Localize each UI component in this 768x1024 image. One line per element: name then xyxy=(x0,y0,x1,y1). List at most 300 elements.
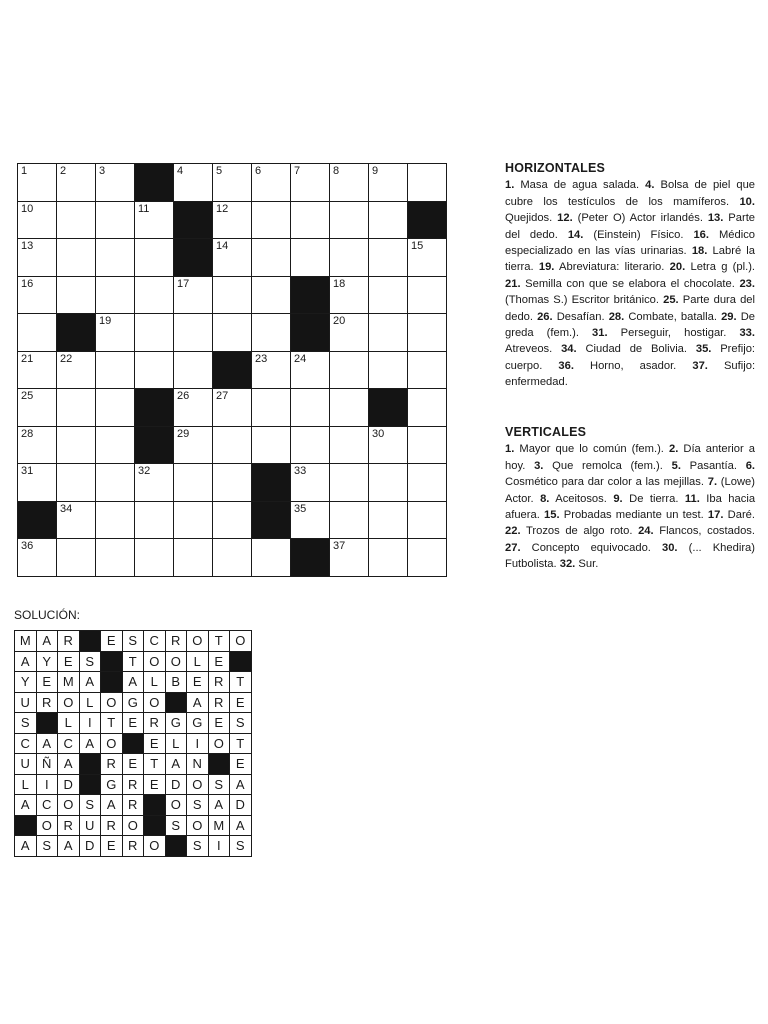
solution-cell: R xyxy=(101,815,123,836)
solution-cell: Y xyxy=(36,651,58,672)
solution-cell: T xyxy=(230,672,252,693)
clue-text: Parte del dedo. xyxy=(505,212,756,241)
clue-number: 30 xyxy=(372,427,385,440)
grid-cell[interactable] xyxy=(330,539,369,577)
clue-text: Aceitosos. xyxy=(555,492,607,505)
clue-number: 12 xyxy=(216,202,229,215)
grid-cell[interactable] xyxy=(96,276,135,314)
solution-cell: G xyxy=(187,713,209,734)
clue-text: Masa de agua salada. xyxy=(520,179,640,192)
grid-cell[interactable] xyxy=(330,201,369,239)
clue-number: 1 xyxy=(21,165,28,177)
clue-number: 16. xyxy=(693,228,709,241)
clue-number: 33 xyxy=(294,465,307,477)
horizontales-section xyxy=(505,160,755,391)
solution-cell: L xyxy=(165,733,187,754)
clue-text: Día anterior a hoy. xyxy=(505,443,756,472)
grid-cell[interactable] xyxy=(408,164,447,202)
solution-cell: L xyxy=(144,672,166,693)
clue-number: 24 xyxy=(294,352,307,365)
black-cell xyxy=(174,201,213,239)
grid-cell[interactable] xyxy=(18,164,57,202)
solution-cell: T xyxy=(122,651,144,672)
grid-cell[interactable] xyxy=(408,539,447,577)
solution-cell: T xyxy=(230,733,252,754)
grid-cell[interactable] xyxy=(213,426,252,464)
clue-text: Labré la tierra. xyxy=(505,245,756,274)
solution-cell: R xyxy=(58,631,80,652)
clue-text: Atreveos. xyxy=(505,343,553,356)
solution-cell: A xyxy=(36,631,58,652)
grid-cell[interactable] xyxy=(408,389,447,427)
solution-cell: R xyxy=(144,713,166,734)
grid-cell[interactable] xyxy=(18,539,57,577)
clue-number: 26. xyxy=(537,310,553,323)
clue-text: Prefijo: cuerpo. xyxy=(505,343,756,372)
clue-number: 28. xyxy=(608,310,625,323)
grid-cell[interactable] xyxy=(408,276,447,314)
clue-number: 24. xyxy=(638,525,654,538)
clue-number: 37 xyxy=(333,540,346,552)
solution-cell: T xyxy=(144,754,166,775)
clue-text: Perseguir, hostigar. xyxy=(620,327,727,340)
grid-cell[interactable] xyxy=(252,389,291,427)
solution-black-cell xyxy=(208,754,230,775)
clue-text: Sufijo: enfermedad. xyxy=(505,359,756,389)
solution-cell: S xyxy=(187,836,209,857)
solution-cell: A xyxy=(15,651,37,672)
black-cell xyxy=(213,351,252,389)
clue-text: Mayor que lo común (fem.). xyxy=(519,443,664,456)
clue-text: Horno, asador. xyxy=(589,359,677,372)
grid-cell[interactable] xyxy=(174,501,213,539)
grid-cell[interactable] xyxy=(213,164,252,202)
grid-cell[interactable] xyxy=(291,164,330,202)
solution-cell: R xyxy=(101,754,123,775)
solution-black-cell xyxy=(165,692,187,713)
solution-cell: M xyxy=(208,815,230,836)
solution-cell: S xyxy=(187,795,209,816)
solution-cell: T xyxy=(208,631,230,652)
solution-cell: E xyxy=(208,713,230,734)
horizontales-heading: HORIZONTALES xyxy=(505,161,606,175)
grid-cell[interactable] xyxy=(252,351,291,389)
solution-cell: N xyxy=(187,754,209,775)
clue-number: 31 xyxy=(21,465,34,477)
solution-cell: I xyxy=(187,733,209,754)
solution-cell: U xyxy=(15,692,37,713)
grid-cell[interactable] xyxy=(174,351,213,389)
clue-text: Quejidos. xyxy=(505,212,553,225)
grid-cell[interactable] xyxy=(330,501,369,539)
grid-cell[interactable] xyxy=(330,464,369,502)
grid-cell[interactable] xyxy=(408,501,447,539)
solution-cell: I xyxy=(79,713,101,734)
grid-cell[interactable] xyxy=(213,539,252,577)
clue-number: 9. xyxy=(613,492,623,505)
grid-cell[interactable] xyxy=(174,464,213,502)
solution-cell: D xyxy=(79,836,101,857)
solution-black-cell xyxy=(144,815,166,836)
grid-cell[interactable] xyxy=(369,314,408,352)
solution-cell: S xyxy=(36,836,58,857)
grid-cell[interactable] xyxy=(174,389,213,427)
clue-text: Probadas mediante un test. xyxy=(563,509,704,522)
solution-grid xyxy=(14,630,252,857)
grid-cell[interactable] xyxy=(330,276,369,314)
solution-cell: E xyxy=(122,754,144,775)
clue-number: 23 xyxy=(255,352,268,365)
solution-cell: O xyxy=(101,733,123,754)
grid-cell[interactable] xyxy=(369,501,408,539)
solution-cell: I xyxy=(208,836,230,857)
solution-cell: A xyxy=(15,836,37,857)
grid-cell[interactable] xyxy=(96,501,135,539)
grid-cell[interactable] xyxy=(18,276,57,314)
clue-number: 15 xyxy=(411,240,424,252)
grid-cell[interactable] xyxy=(252,164,291,202)
clue-text: (... Khedira) Futbolista. xyxy=(505,541,756,571)
grid-cell[interactable] xyxy=(174,276,213,314)
solution-cell: C xyxy=(15,733,37,754)
grid-cell[interactable] xyxy=(252,314,291,352)
clue-number: 33. xyxy=(739,327,756,340)
solution-cell: Ñ xyxy=(36,754,58,775)
grid-cell[interactable] xyxy=(96,389,135,427)
clue-number: 19. xyxy=(538,261,555,274)
grid-cell[interactable] xyxy=(174,539,213,577)
grid-cell[interactable] xyxy=(135,501,174,539)
grid-cell[interactable] xyxy=(57,276,96,314)
grid-cell[interactable] xyxy=(174,164,213,202)
grid-cell[interactable] xyxy=(174,426,213,464)
grid-cell[interactable] xyxy=(330,239,369,277)
clue-number: 12. xyxy=(557,212,573,225)
clue-text: Iba hacia afuera. xyxy=(505,492,756,522)
grid-cell[interactable] xyxy=(408,314,447,352)
clue-number: 11 xyxy=(138,202,150,215)
solution-cell: E xyxy=(230,754,252,775)
solution-cell: A xyxy=(15,795,37,816)
black-cell xyxy=(252,501,291,539)
grid-cell[interactable] xyxy=(330,351,369,389)
grid-cell[interactable] xyxy=(57,239,96,277)
solution-cell: O xyxy=(187,631,209,652)
clue-number: 1. xyxy=(505,179,515,192)
clue-number: 9 xyxy=(372,165,379,177)
grid-cell[interactable] xyxy=(135,276,174,314)
clue-text: Sur. xyxy=(578,558,599,571)
solution-cell: R xyxy=(122,836,144,857)
clue-number: 26 xyxy=(177,390,190,402)
solution-cell: A xyxy=(79,672,101,693)
grid-cell[interactable] xyxy=(135,314,174,352)
clue-number: 5 xyxy=(216,165,223,177)
solution-cell: E xyxy=(144,733,166,754)
grid-cell[interactable] xyxy=(252,276,291,314)
grid-cell[interactable] xyxy=(18,389,57,427)
grid-cell[interactable] xyxy=(96,351,135,389)
clue-text: Que remolca (fem.). xyxy=(552,459,663,472)
solution-cell: A xyxy=(58,754,80,775)
clue-number: 1. xyxy=(505,443,515,456)
grid-cell[interactable] xyxy=(57,539,96,577)
solution-cell: B xyxy=(165,672,187,693)
solution-cell: C xyxy=(144,631,166,652)
clue-number: 18. xyxy=(691,245,708,258)
solution-cell: S xyxy=(15,713,37,734)
clue-number: 20. xyxy=(669,261,686,274)
clue-number: 7. xyxy=(707,476,718,489)
solution-cell: E xyxy=(101,631,123,652)
grid-cell[interactable] xyxy=(213,501,252,539)
black-cell xyxy=(18,501,57,539)
grid-cell[interactable] xyxy=(213,239,252,277)
solution-cell: E xyxy=(101,836,123,857)
clue-number: 34. xyxy=(561,343,577,356)
solution-cell: R xyxy=(165,631,187,652)
solution-cell: G xyxy=(165,713,187,734)
grid-cell[interactable] xyxy=(369,539,408,577)
grid-cell[interactable] xyxy=(96,164,135,202)
grid-cell[interactable] xyxy=(252,239,291,277)
solution-black-cell xyxy=(79,631,101,652)
solution-cell: O xyxy=(58,795,80,816)
clue-text: Flancos, costados. xyxy=(659,525,755,538)
clue-number: 35 xyxy=(294,502,307,515)
clue-number: 28 xyxy=(21,427,34,440)
grid-cell[interactable] xyxy=(213,389,252,427)
grid-cell[interactable] xyxy=(291,426,330,464)
clue-text: (Einstein) Físico. xyxy=(593,228,684,241)
grid-cell[interactable] xyxy=(369,464,408,502)
grid-cell[interactable] xyxy=(135,464,174,502)
solution-cell: O xyxy=(165,795,187,816)
black-cell xyxy=(408,201,447,239)
solution-title: SOLUCIÓN: xyxy=(14,608,81,622)
grid-cell[interactable] xyxy=(369,276,408,314)
grid-cell[interactable] xyxy=(408,426,447,464)
clue-number: 32 xyxy=(138,465,151,477)
solution-cell: O xyxy=(36,815,58,836)
clue-number: 2. xyxy=(668,443,679,456)
clue-number: 35. xyxy=(695,343,712,356)
horizontales-clues xyxy=(505,177,755,390)
grid-cell[interactable] xyxy=(57,501,96,539)
grid-cell[interactable] xyxy=(57,164,96,202)
clue-number: 14 xyxy=(216,240,229,252)
grid-cell[interactable] xyxy=(96,464,135,502)
verticales-heading: VERTICALES xyxy=(505,425,587,439)
solution-cell: S xyxy=(230,713,252,734)
grid-cell[interactable] xyxy=(408,239,447,277)
grid-cell[interactable] xyxy=(291,389,330,427)
solution-cell: R xyxy=(208,692,230,713)
clue-text: (Thomas S.) Escritor británico. xyxy=(505,294,660,307)
solution-cell: S xyxy=(79,651,101,672)
clue-number: 8. xyxy=(540,492,550,505)
grid-cell[interactable] xyxy=(369,164,408,202)
grid-cell[interactable] xyxy=(213,464,252,502)
grid-cell[interactable] xyxy=(18,314,57,352)
clue-number: 15. xyxy=(544,509,560,522)
solution-cell: E xyxy=(122,713,144,734)
verticales-clues xyxy=(505,441,755,572)
grid-cell[interactable] xyxy=(135,539,174,577)
solution-cell: D xyxy=(165,774,187,795)
grid-cell[interactable] xyxy=(57,464,96,502)
solution-cell: G xyxy=(122,692,144,713)
solution-cell: L xyxy=(58,713,80,734)
black-cell xyxy=(369,389,408,427)
grid-cell[interactable] xyxy=(291,501,330,539)
clue-number: 22. xyxy=(505,525,521,538)
grid-cell[interactable] xyxy=(369,351,408,389)
clue-number: 4. xyxy=(645,179,655,192)
grid-cell[interactable] xyxy=(252,539,291,577)
grid-cell[interactable] xyxy=(18,351,57,389)
clue-number: 13. xyxy=(707,212,724,225)
black-cell xyxy=(291,314,330,352)
solution-black-cell xyxy=(165,836,187,857)
grid-cell[interactable] xyxy=(291,239,330,277)
grid-cell[interactable] xyxy=(96,201,135,239)
solution-cell: R xyxy=(208,672,230,693)
solution-black-cell xyxy=(144,795,166,816)
clue-text: Combate, batalla. xyxy=(628,310,717,323)
solution-black-cell xyxy=(101,651,123,672)
solution-cell: O xyxy=(58,692,80,713)
solution-cell: G xyxy=(101,774,123,795)
grid-cell[interactable] xyxy=(252,426,291,464)
grid-cell[interactable] xyxy=(135,239,174,277)
grid-cell[interactable] xyxy=(291,201,330,239)
solution-cell: M xyxy=(58,672,80,693)
grid-cell[interactable] xyxy=(369,201,408,239)
solution-black-cell xyxy=(122,733,144,754)
grid-cell[interactable] xyxy=(213,314,252,352)
solution-cell: O xyxy=(187,815,209,836)
solution-cell: L xyxy=(187,651,209,672)
grid-cell[interactable] xyxy=(291,351,330,389)
grid-cell[interactable] xyxy=(135,201,174,239)
grid-cell[interactable] xyxy=(330,314,369,352)
solution-cell: U xyxy=(15,754,37,775)
grid-cell[interactable] xyxy=(96,426,135,464)
grid-cell[interactable] xyxy=(330,426,369,464)
grid-cell[interactable] xyxy=(57,426,96,464)
clue-number: 19 xyxy=(99,315,112,327)
solution-cell: O xyxy=(165,651,187,672)
grid-cell[interactable] xyxy=(252,201,291,239)
solution-black-cell xyxy=(36,713,58,734)
grid-cell[interactable] xyxy=(291,464,330,502)
grid-cell[interactable] xyxy=(57,351,96,389)
solution-cell: D xyxy=(58,774,80,795)
solution-cell: T xyxy=(101,713,123,734)
solution-cell: A xyxy=(101,795,123,816)
solution-cell: S xyxy=(230,836,252,857)
grid-cell[interactable] xyxy=(408,351,447,389)
grid-cell[interactable] xyxy=(57,201,96,239)
solution-cell: Y xyxy=(15,672,37,693)
solution-cell: A xyxy=(230,815,252,836)
solution-cell: O xyxy=(144,651,166,672)
clue-number: 8 xyxy=(333,165,340,177)
solution-cell: M xyxy=(15,631,37,652)
solution-cell: O xyxy=(230,631,252,652)
black-cell xyxy=(291,276,330,314)
solution-cell: D xyxy=(230,795,252,816)
clue-number: 11. xyxy=(684,492,700,505)
grid-cell[interactable] xyxy=(96,239,135,277)
grid-cell[interactable] xyxy=(18,464,57,502)
clue-number: 25. xyxy=(663,294,679,307)
black-cell xyxy=(135,389,174,427)
clue-number: 22 xyxy=(60,352,73,365)
clue-text: Desafían. xyxy=(556,310,605,323)
grid-cell[interactable] xyxy=(96,314,135,352)
clue-number: 37. xyxy=(692,359,708,372)
grid-cell[interactable] xyxy=(330,389,369,427)
clue-number: 31. xyxy=(592,327,608,340)
solution-cell: R xyxy=(58,815,80,836)
solution-cell: O xyxy=(144,836,166,857)
clue-number: 13 xyxy=(21,240,34,252)
clue-number: 6 xyxy=(255,165,262,177)
solution-cell: S xyxy=(165,815,187,836)
clue-text: Ciudad de Bolivia. xyxy=(585,343,688,356)
solution-cell: E xyxy=(187,672,209,693)
solution-cell: R xyxy=(122,795,144,816)
grid-cell[interactable] xyxy=(330,164,369,202)
grid-cell[interactable] xyxy=(213,276,252,314)
clue-number: 2 xyxy=(60,165,67,177)
clue-number: 27. xyxy=(505,541,521,554)
grid-cell[interactable] xyxy=(135,351,174,389)
crossword-grid xyxy=(17,163,447,577)
grid-cell[interactable] xyxy=(96,539,135,577)
grid-cell[interactable] xyxy=(18,426,57,464)
grid-cell[interactable] xyxy=(213,201,252,239)
solution-cell: L xyxy=(79,692,101,713)
black-cell xyxy=(135,426,174,464)
solution-cell: A xyxy=(165,754,187,775)
grid-cell[interactable] xyxy=(18,239,57,277)
verticales-section xyxy=(505,424,755,573)
solution-cell: A xyxy=(187,692,209,713)
solution-cell: C xyxy=(36,795,58,816)
clue-number: 3 xyxy=(99,165,106,177)
clue-number: 7 xyxy=(294,165,301,177)
grid-cell[interactable] xyxy=(174,314,213,352)
grid-cell[interactable] xyxy=(369,426,408,464)
solution-black-cell xyxy=(15,815,37,836)
clue-number: 21. xyxy=(505,277,521,290)
solution-cell: A xyxy=(208,795,230,816)
black-cell xyxy=(174,239,213,277)
solution-cell: O xyxy=(187,774,209,795)
grid-cell[interactable] xyxy=(408,464,447,502)
clue-text: Abreviatura: literario. xyxy=(559,261,665,274)
clue-text: (Lowe) Actor. xyxy=(505,476,755,505)
grid-cell[interactable] xyxy=(18,201,57,239)
clue-number: 18 xyxy=(333,277,346,290)
grid-cell[interactable] xyxy=(369,239,408,277)
solution-cell: A xyxy=(122,672,144,693)
grid-cell[interactable] xyxy=(57,389,96,427)
black-cell xyxy=(291,539,330,577)
